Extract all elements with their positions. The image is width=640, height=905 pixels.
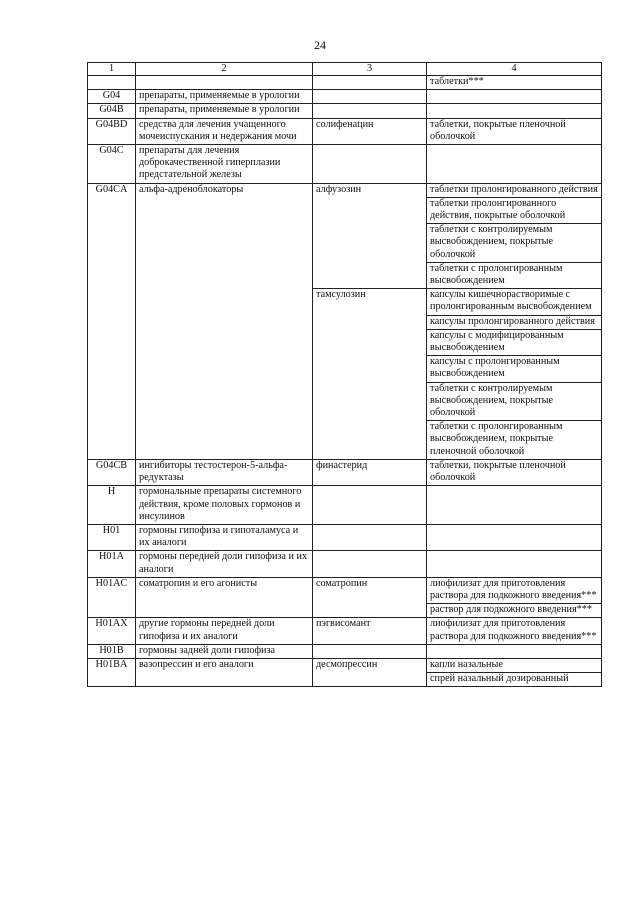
page-number: 24 [314, 38, 326, 52]
atc-code-cell: G04CB [88, 460, 136, 486]
column-header-2: 2 [136, 63, 313, 76]
drug-name-cell: десмопрессин [313, 659, 427, 687]
atc-code-cell: G04B [88, 104, 136, 118]
group-name-cell [136, 76, 313, 90]
dosage-form-item: спрей назальный дозированный [427, 672, 601, 686]
dosage-form-item: раствор для подкожного введения*** [427, 603, 601, 617]
atc-code-cell: H01AX [88, 618, 136, 644]
dosage-forms-cell [427, 90, 602, 104]
dosage-form-item [427, 525, 601, 526]
dosage-forms-cell [427, 486, 602, 525]
atc-code-cell: G04C [88, 145, 136, 184]
atc-code-cell: H01B [88, 645, 136, 659]
dosage-forms-cell [427, 145, 602, 184]
atc-code-cell: H01BA [88, 659, 136, 687]
dosage-forms-cell [427, 289, 602, 460]
dosage-form-item: таблетки с пролонгированным высвобождением [427, 262, 601, 288]
dosage-form-item: капсулы пролонгированного действия [427, 315, 601, 329]
dosage-form-item: лиофилизат для приготовления раствора для подкожного введения*** [430, 577, 597, 601]
group-name-cell: средства для лечения учащенного мочеиспускания и недержания мочи [136, 119, 313, 145]
dosage-form-item: лиофилизат для приготовления раствора для подкожного введения*** [430, 618, 597, 642]
drug-name-cell [313, 76, 427, 90]
drug-name-cell: пэгвисомант [313, 618, 427, 644]
column-header-3: 3 [313, 63, 427, 76]
group-name-cell: ингибиторы тестостерон-5-альфа-редуктазы [136, 460, 313, 486]
drug-name-cell: тамсулозин [313, 289, 427, 460]
group-name-cell: гормоны гипофиза и гипоталамуса и их аналоги [136, 525, 313, 551]
atc-code-cell: G04BD [88, 119, 136, 145]
group-name-cell: гормоны задней доли гипофиза [136, 645, 313, 659]
drug-name-cell: финастерид [313, 460, 427, 486]
dosage-form-item: капсулы с пролонгированным высвобождением [427, 355, 601, 381]
atc-code-cell: H01A [88, 551, 136, 577]
group-name-cell: препараты, применяемые в урологии [136, 104, 313, 118]
atc-code-cell: H01AC [88, 578, 136, 619]
group-name-cell: препараты для лечения доброкачественной гиперплазии предстательной железы [136, 145, 313, 184]
atc-code-cell [88, 76, 136, 90]
dosage-form-item: капли назальные [430, 658, 503, 670]
dosage-form-item: таблетки с контролируемым высвобождением, покрытые оболочкой [427, 223, 601, 262]
atc-code-cell: G04 [88, 90, 136, 104]
dosage-forms-cell [427, 551, 602, 577]
dosage-forms-cell [427, 645, 602, 659]
dosage-form-item: таблетки, покрытые пленочной оболочкой [430, 459, 566, 484]
atc-code-cell: G04CA [88, 184, 136, 460]
dosage-form-item: таблетки с контролируемым высвобождением, покрытые оболочкой [427, 382, 601, 421]
dosage-forms-cell [427, 618, 602, 644]
drug-name-cell [313, 90, 427, 104]
dosage-form-item: таблетки*** [430, 76, 484, 87]
dosage-form-item [427, 145, 601, 146]
dosage-form-item: таблетки пролонгированного действия, покрытые оболочкой [427, 197, 601, 223]
drug-name-cell [313, 145, 427, 184]
drug-name-cell [313, 551, 427, 577]
drug-name-cell [313, 104, 427, 118]
drug-name-cell: соматропин [313, 578, 427, 619]
dosage-forms-cell [427, 578, 602, 619]
dosage-form-item [427, 486, 601, 487]
group-name-cell: гормоны передней доли гипофиза и их аналоги [136, 551, 313, 577]
dosage-form-item: таблетки пролонгированного действия [430, 183, 598, 195]
atc-code-cell: H01 [88, 525, 136, 551]
column-header-4: 4 [427, 63, 602, 76]
drug-name-cell: алфузозин [313, 184, 427, 290]
dosage-form-item: таблетки с пролонгированным высвобождением, покрытые пленочной оболочкой [427, 420, 601, 459]
dosage-form-item: таблетки, покрытые пленочной оболочкой [430, 118, 566, 142]
drug-table [87, 62, 602, 687]
drug-name-cell: солифенацин [313, 119, 427, 145]
dosage-forms-cell [427, 184, 602, 290]
column-header-1: 1 [88, 63, 136, 76]
dosage-forms-cell [427, 119, 602, 145]
group-name-cell: гормональные препараты системного действия, кроме половых гормонов и инсулинов [136, 486, 313, 525]
dosage-forms-cell [427, 104, 602, 118]
dosage-form-item [427, 645, 601, 646]
drug-name-cell [313, 645, 427, 659]
dosage-forms-cell [427, 659, 602, 687]
atc-code-cell: H [88, 486, 136, 525]
group-name-cell: другие гормоны передней доли гипофиза и их аналоги [136, 618, 313, 644]
dosage-form-item: капсулы с модифицированным высвобождением [427, 329, 601, 355]
group-name-cell: соматропин и его агонисты [136, 578, 313, 619]
dosage-forms-cell [427, 460, 602, 486]
group-name-cell: препараты, применяемые в урологии [136, 90, 313, 104]
drug-name-cell [313, 525, 427, 551]
dosage-forms-cell [427, 525, 602, 551]
group-name-cell: вазопрессин и его аналоги [136, 659, 313, 687]
dosage-form-item [427, 90, 601, 91]
group-name-cell: альфа-адреноблокаторы [136, 184, 313, 460]
dosage-form-item [427, 551, 601, 552]
drug-name-cell [313, 486, 427, 525]
dosage-form-item: капсулы кишечнорастворимые с пролонгированным высвобождением [430, 289, 592, 313]
dosage-form-item [427, 104, 601, 105]
dosage-forms-cell [427, 76, 602, 90]
